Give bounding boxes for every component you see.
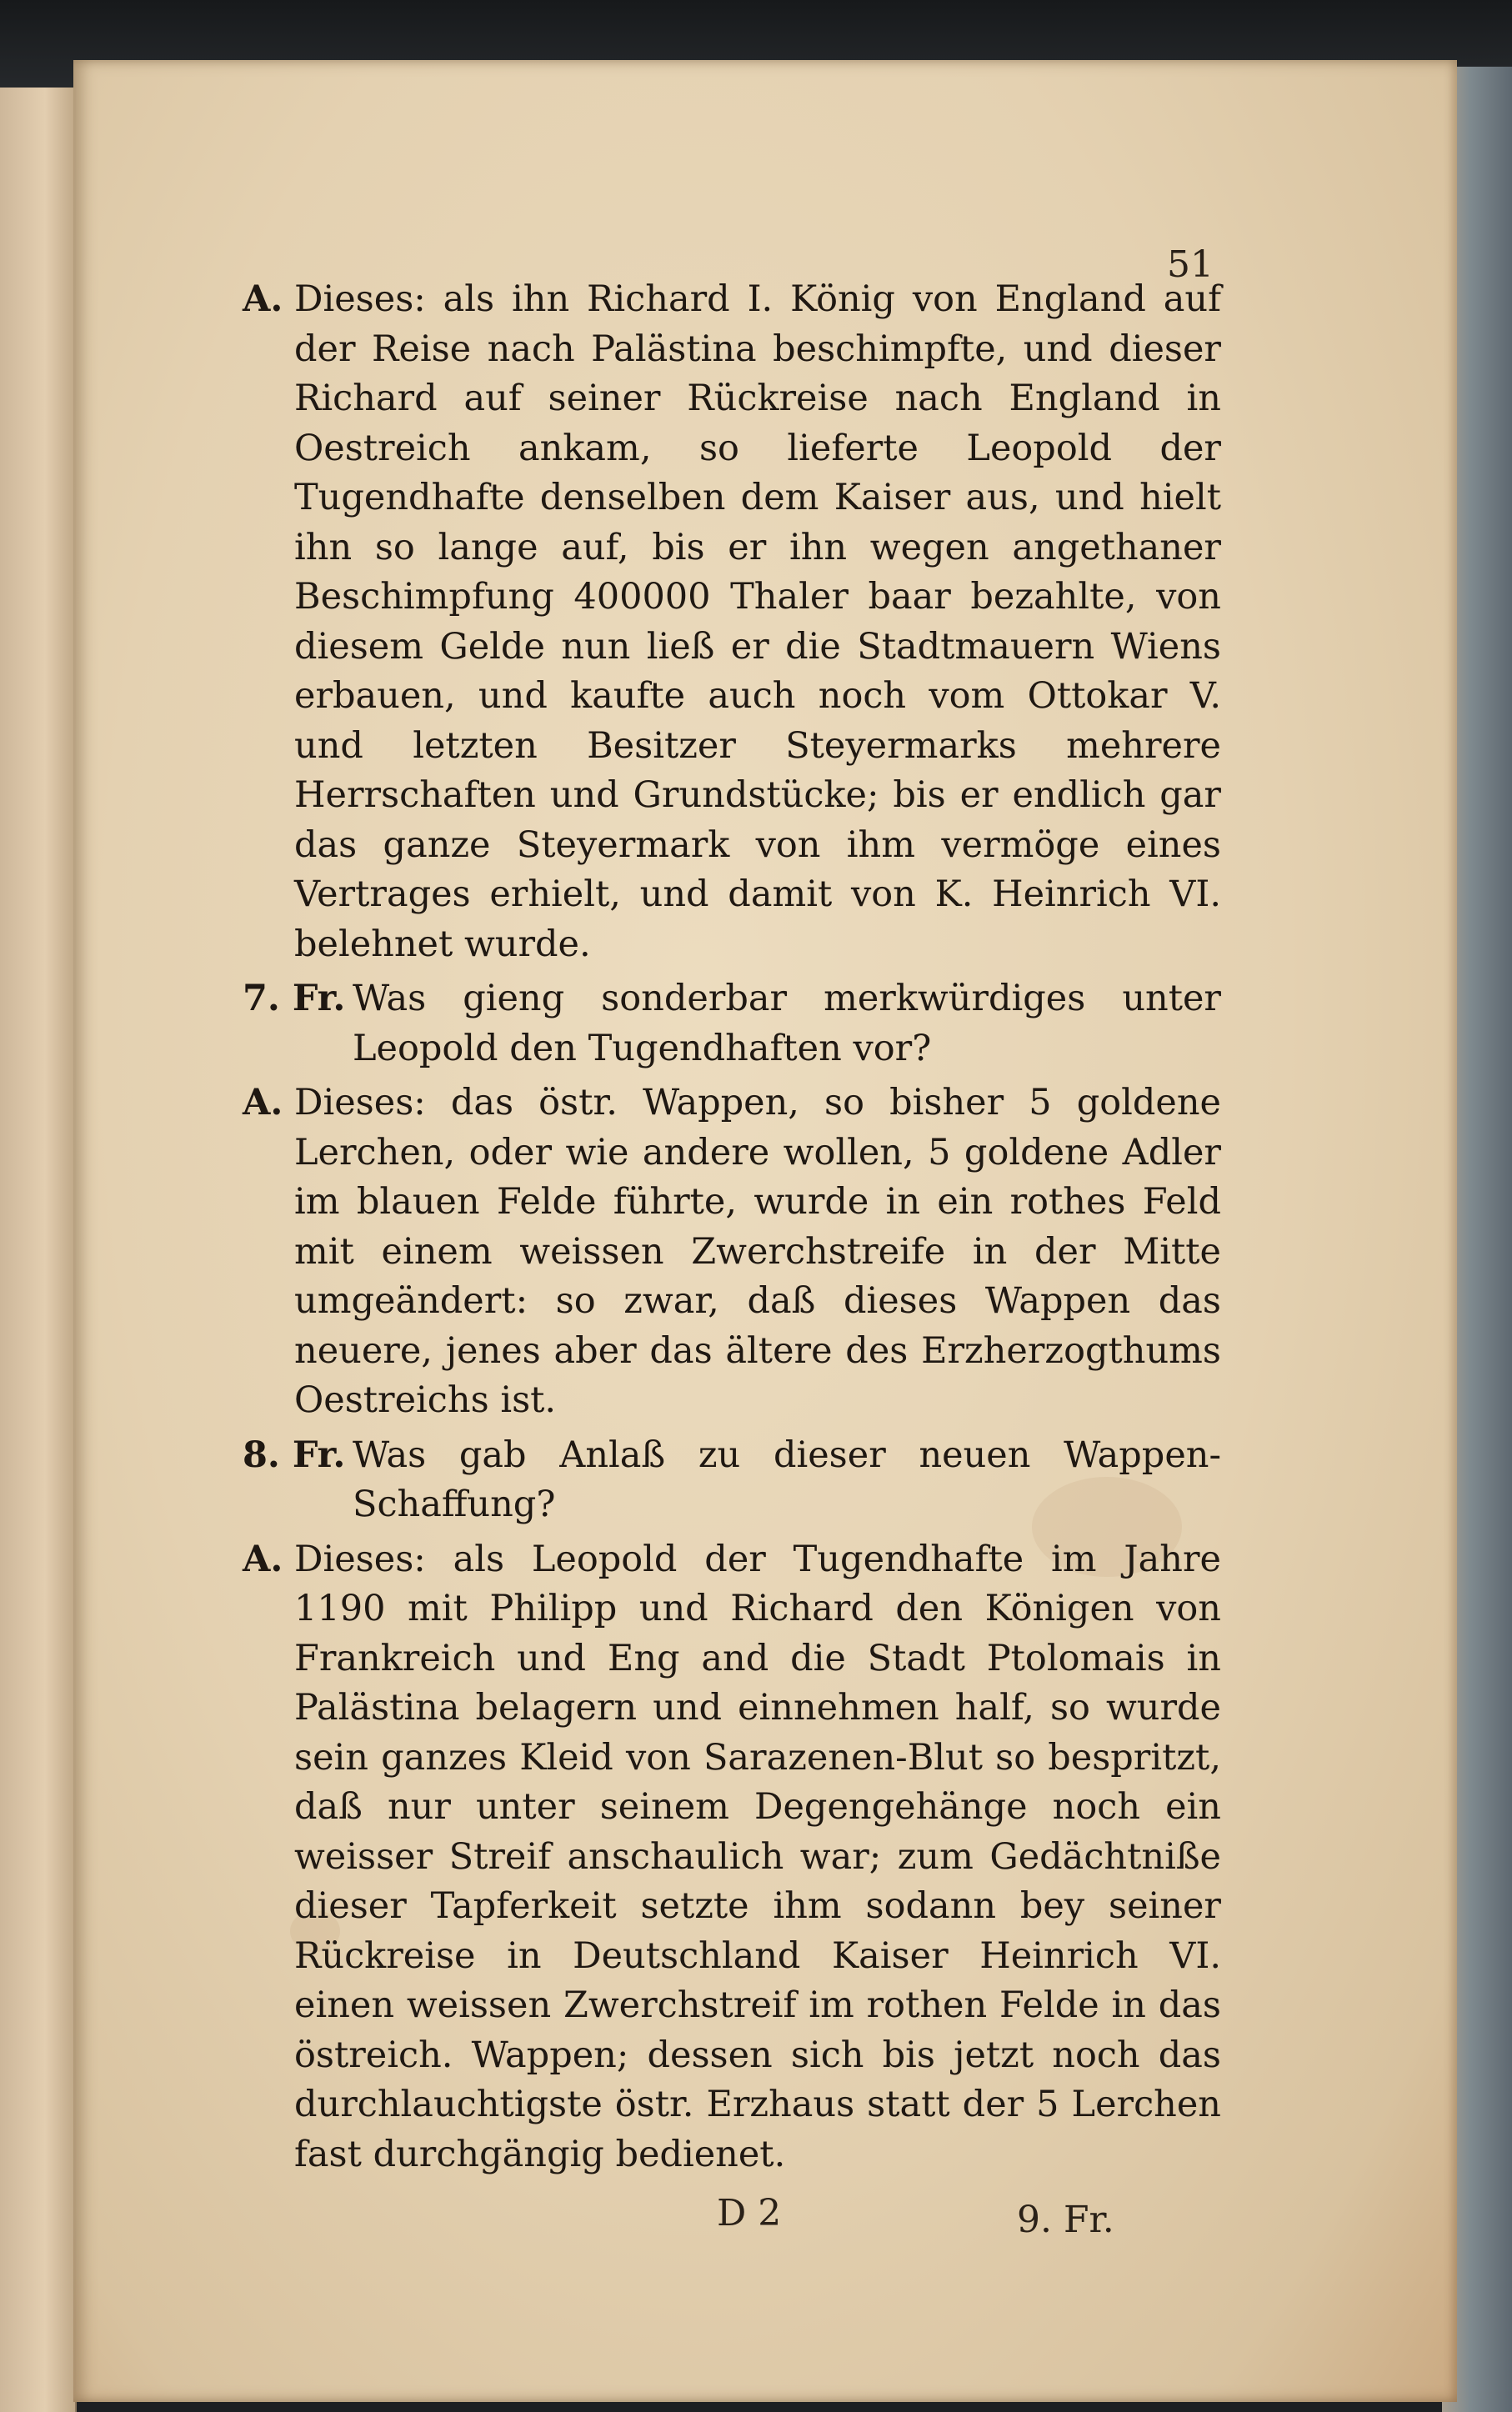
page-number: 51	[1167, 243, 1214, 286]
signature-mark: D 2	[717, 2192, 782, 2234]
entry-text: Was gieng sonderbar merkwürdiges unter Leopold den Tugendhaften vor?	[353, 978, 1221, 1069]
question-entry	[243, 974, 1221, 1073]
entry-marker: A.	[243, 1538, 283, 1580]
entry-text: Dieses: als Leopold der Tugendhafte im Jahre 1190 mit Philipp und Richard den Königen von Frankreich und Eng and die Stadt Ptolomais in Palästina belagern und einnehmen half, so wurde sein ganzes Kleid von Sarazenen-Blut so bespritzt, daß nur unter seinem Degengehänge noch ein weisser Streif anschaulich war; zum Gedächtniße dieser Tapferkeit setzte ihm sodann bey seiner Rückreise in Deutschland Kaiser Heinrich VI. einen weissen Zwerchstreif im rothen Felde in das östreich. Wappen; dessen sich bis jetzt noch das durchlauchtigste östr. Erzhaus statt der 5 Lerchen fast durchgängig bedienet.	[294, 1538, 1221, 2175]
answer-entry	[243, 1535, 1221, 2180]
entry-marker: A.	[243, 278, 283, 320]
entry-text: Dieses: das östr. Wappen, so bisher 5 goldene Lerchen, oder wie andere wollen, 5 goldene Adler im blauen Felde führte, wurde in ein rothes Feld mit einem weissen Zwerchstreife in der Mitte umgeändert: so zwar, daß dieses Wappen das neuere, jenes aber das ältere des Erzherzogthums Oestreichs ist.	[294, 1082, 1221, 1421]
entry-marker: 8. Fr.	[243, 1434, 346, 1476]
page-footer	[717, 2192, 1234, 2242]
entry-marker: 7. Fr.	[243, 978, 346, 1019]
left-page-edge	[0, 88, 77, 2412]
catchword: 9. Fr.	[1017, 2199, 1114, 2241]
entry-text: Dieses: als ihn Richard I. König von England auf der Reise nach Palästina beschimpfte, und dieser Richard auf seiner Rückreise nach England in Oestreich ankam, so lieferte Leopold der Tugendhafte denselben dem Kaiser aus, und hielt ihn so lange auf, bis er ihn wegen angethaner Beschimpfung 400000 Thaler baar bezahlte, von diesem Gelde nun ließ er die Stadtmauern Wiens erbauen, und kaufte auch noch vom Ottokar V. und letzten Besitzer Steyermarks mehrere Herrschaften und Grundstücke; bis er endlich gar das ganze Steyermark von ihm vermöge eines Vertrages erhielt, und damit von K. Heinrich VI. belehnet wurde.	[294, 278, 1221, 965]
question-entry	[243, 1431, 1221, 1530]
entry-marker: A.	[243, 1082, 283, 1123]
page-text	[243, 275, 1221, 2184]
entry-text: Was gab Anlaß zu dieser neuen Wappen-Schaffung?	[353, 1434, 1221, 1525]
answer-entry	[243, 275, 1221, 969]
answer-entry	[243, 1078, 1221, 1426]
